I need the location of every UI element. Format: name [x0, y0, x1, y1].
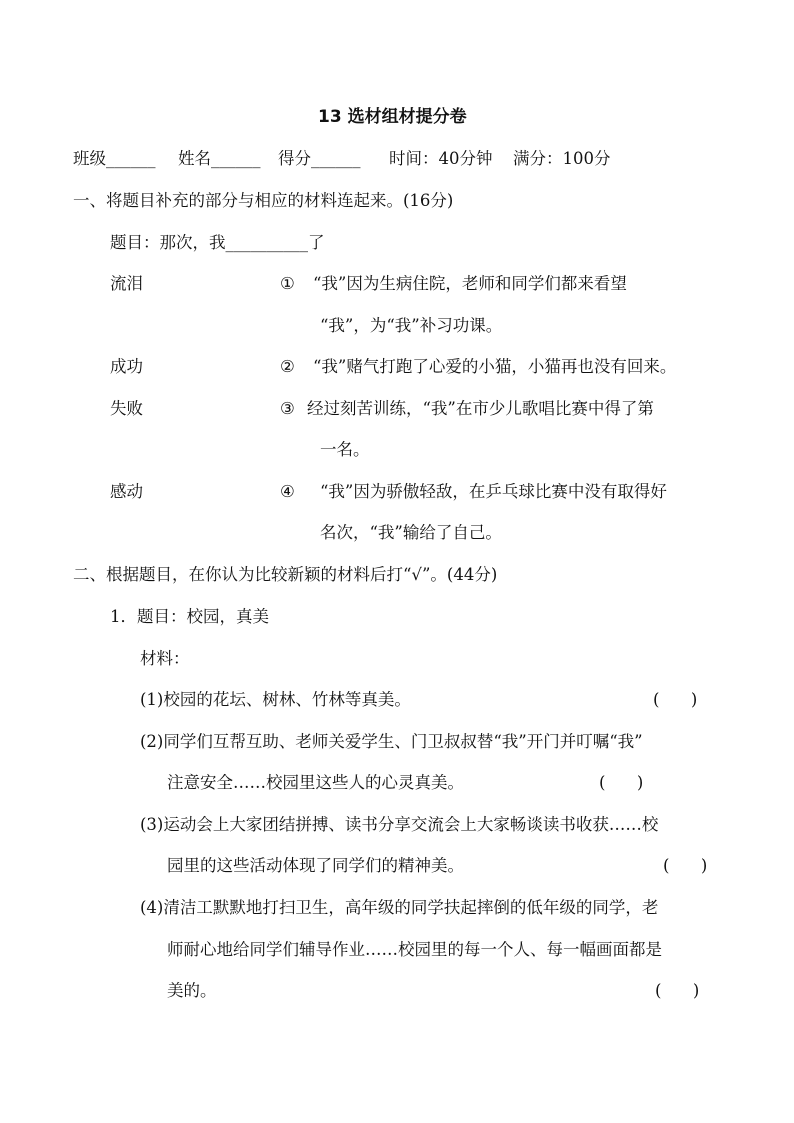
- page-title: 13 选材组材提分卷: [318, 107, 467, 127]
- full-score: 满分：100分: [513, 149, 611, 168]
- score-field: 得分______: [278, 149, 361, 168]
- section1-heading: 一、将题目补充的部分与相应的材料连起来。(16分): [73, 191, 454, 210]
- option-line: (2)同学们互帮互助、老师关爱学生、门卫叔叔替“我”开门并叮嘱“我”: [140, 732, 643, 751]
- material-line: 经过刻苦训练，“我”在市少儿歌唱比赛中得了第: [307, 399, 654, 418]
- material-line: “我”，为“我”补习功课。: [320, 316, 503, 335]
- match-word-1: 流泪: [110, 274, 143, 293]
- material-line: “我”因为生病住院，老师和同学们都来看望: [313, 274, 627, 293]
- material-line: 名次，“我”输给了自己。: [320, 523, 502, 542]
- match-word-4: 感动: [110, 482, 143, 501]
- match-word-2: 成功: [110, 357, 143, 376]
- option-line: (3)运动会上大家团结拼搏、读书分享交流会上大家畅谈读书收获……校: [140, 815, 659, 834]
- option-line: 园里的这些活动体现了同学们的精神美。: [167, 856, 464, 875]
- option-line: (4)清洁工默默地打扫卫生，高年级的同学扶起摔倒的低年级的同学，老: [140, 898, 659, 917]
- option-line: (1)校园的花坛、树林、竹林等真美。: [140, 690, 411, 709]
- material-num-4: ④: [280, 482, 295, 501]
- name-field: 姓名______: [178, 149, 261, 168]
- match-word-3: 失败: [110, 399, 143, 418]
- material-num-2: ②: [280, 357, 295, 376]
- section2-heading: 二、根据题目，在你认为比较新颖的材料后打“√”。(44分): [73, 565, 498, 584]
- answer-blank-1[interactable]: ( ): [653, 690, 698, 709]
- time-limit: 时间：40分钟: [389, 149, 493, 168]
- material-num-3: ③: [280, 399, 295, 418]
- section1-topic: 题目：那次，我__________了: [110, 233, 325, 252]
- material-line: 一名。: [320, 440, 370, 459]
- material-line: “我”因为骄傲轻敌，在乒乓球比赛中没有取得好: [320, 482, 667, 501]
- material-num-1: ①: [280, 274, 295, 293]
- option-line: 师耐心地给同学们辅导作业……校园里的每一个人、每一幅画面都是: [167, 940, 662, 959]
- material-label: 材料：: [140, 649, 190, 668]
- option-line: 美的。: [167, 981, 217, 1000]
- answer-blank-2[interactable]: ( ): [599, 773, 644, 792]
- material-line: “我”赌气打跑了心爱的小猫，小猫再也没有回来。: [313, 357, 677, 376]
- question1-topic: 1．题目：校园，真美: [110, 607, 269, 626]
- class-field: 班级______: [73, 149, 156, 168]
- answer-blank-4[interactable]: ( ): [655, 981, 700, 1000]
- option-line: 注意安全……校园里这些人的心灵真美。: [167, 773, 464, 792]
- answer-blank-3[interactable]: ( ): [663, 856, 708, 875]
